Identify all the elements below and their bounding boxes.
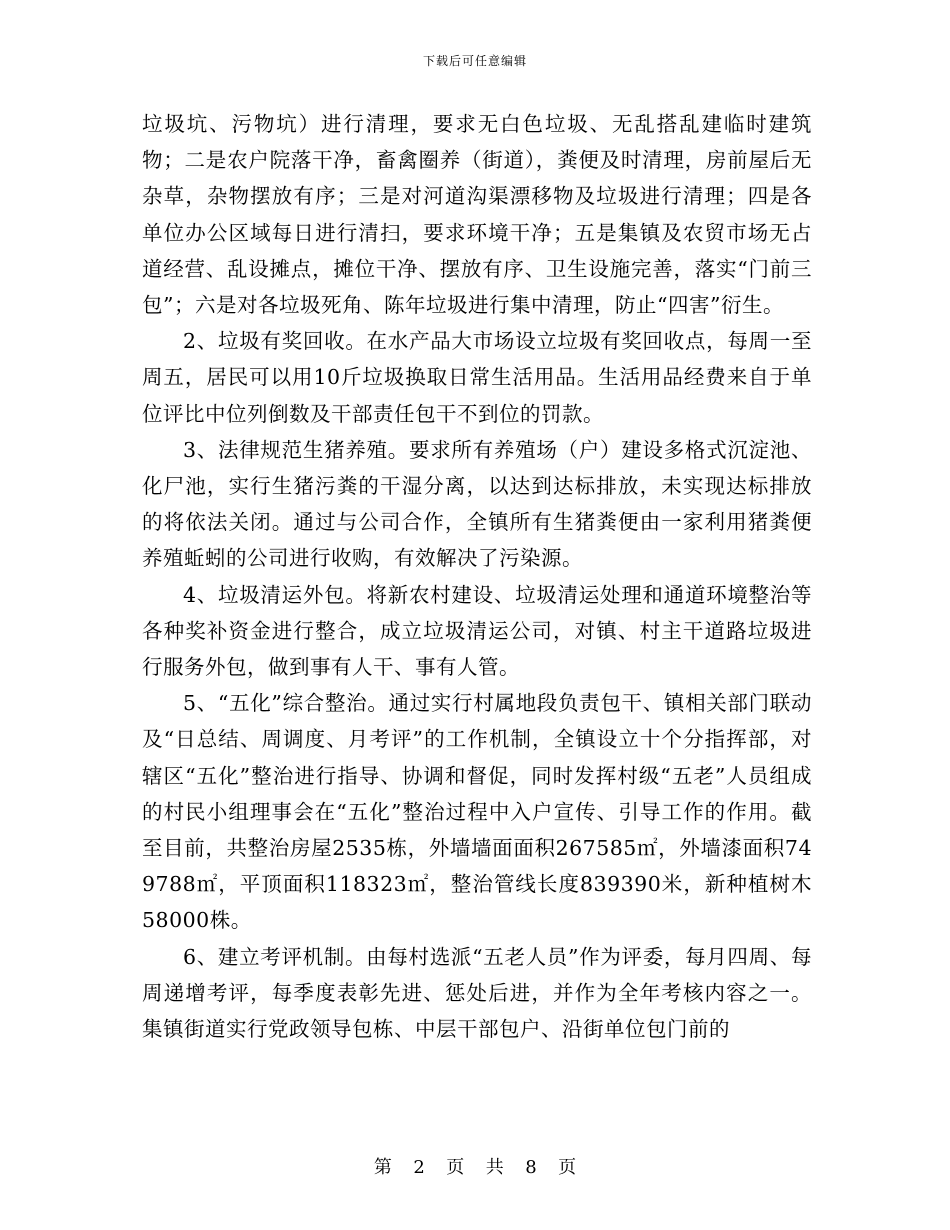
footer-total-word: 共	[485, 1157, 504, 1178]
paragraph-6: 6、建立考评机制。由每村选派“五老人员”作为评委，每月四周、每周递增考评，每季度表彰先进、惩处后进，并作为全年考核内容之一。集镇街道实行党政领导包栋、中层干部包户、沿街单位包门前的	[142, 944, 812, 1042]
footer-prefix: 第	[373, 1157, 392, 1178]
page-footer	[0, 1153, 950, 1179]
footer-suffix: 页	[558, 1157, 577, 1178]
paragraph-5: 5、“五化”综合整治。通过实行村属地段负责包干、镇相关部门联动及“日总结、周调度、月考评”的工作机制，全镇设立十个分指挥部，对辖区“五化”整治进行指导、协调和督促，同时发挥村级“五老”人员组成的村民小组理事会在“五化”整治过程中入户宣传、引导工作的作用。截至目前，共整治房屋2535栋，外墙墙面面积267585㎡，外墙漆面积749788㎡，平顶面积118323㎡，整治管线长度839390米，新种植树木58000株。	[142, 691, 812, 933]
page-header: 下载后可任意编辑	[422, 54, 527, 68]
document-body	[142, 106, 812, 1047]
footer-page-word: 页	[446, 1157, 465, 1178]
paragraph-4: 4、垃圾清运外包。将新农村建设、垃圾清运处理和通道环境整治等各种奖补资金进行整合，成立垃圾清运公司，对镇、村主干道路垃圾进行服务外包，做到事有人干、事有人管。	[142, 582, 812, 680]
footer-current-page: 2	[413, 1157, 425, 1178]
paragraph-2: 2、垃圾有奖回收。在水产品大市场设立垃圾有奖回收点，每周一至周五，居民可以用10斤垃圾换取日常生活用品。生活用品经费来自于单位评比中位列倒数及干部责任包干不到位的罚款。	[142, 329, 812, 426]
paragraph-3: 3、法律规范生猪养殖。要求所有养殖场（户）建设多格式沉淀池、化尸池，实行生猪污粪的干湿分离，以达到达标排放，未实现达标排放的将依法关闭。通过与公司合作，全镇所有生猪粪便由一家利用猪粪便养殖蚯蚓的公司进行收购，有效解决了污染源。	[142, 437, 812, 571]
paragraph-continued: 垃圾坑、污物坑）进行清理，要求无白色垃圾、无乱搭乱建临时建筑物；二是农户院落干净，畜禽圈养（街道），粪便及时清理，房前屋后无杂草，杂物摆放有序；三是对河道沟渠漂移物及垃圾进行清理；四是各单位办公区域每日进行清扫，要求环境干净；五是集镇及农贸市场无占道经营、乱设摊点，摊位干净、摆放有序、卫生设施完善，落实“门前三包”；六是对各垃圾死角、陈年垃圾进行集中清理，防止“四害”衍生。	[142, 112, 812, 318]
footer-total-pages: 8	[525, 1157, 537, 1178]
